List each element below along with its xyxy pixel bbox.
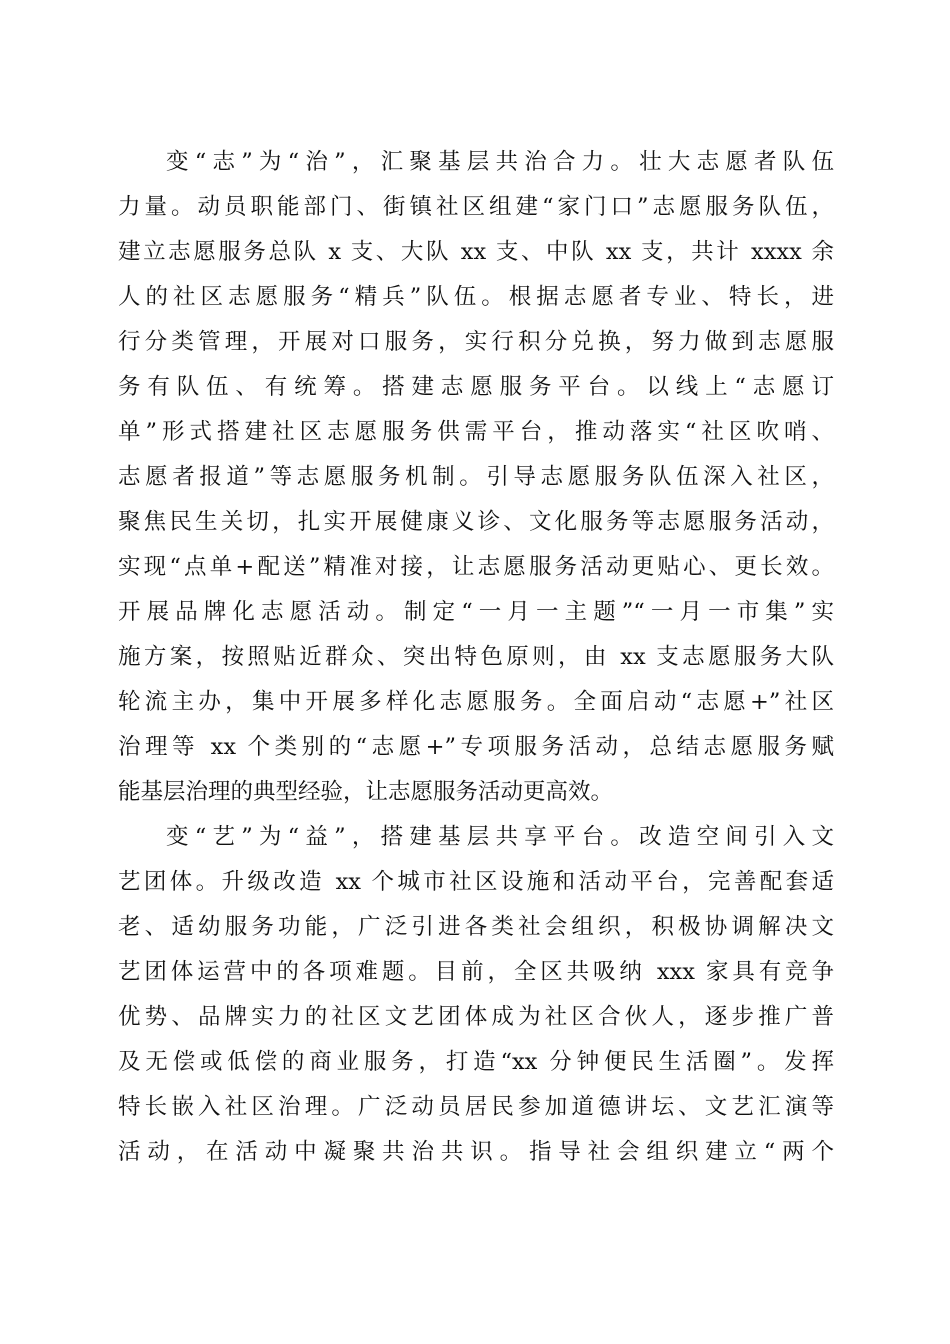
text-line: 实现“点单+配送”精准对接，让志愿服务活动更贴心、更长效。	[118, 554, 834, 580]
text-line: 聚焦民生关切，扎实开展健康义诊、文化服务等志愿服务活动，	[118, 509, 834, 535]
text-line: 特长嵌入社区治理。广泛动员居民参加道德讲坛、文艺汇演等	[118, 1094, 834, 1120]
text-line: 施方案，按照贴近群众、突出特色原则，由 xx 支志愿服务大队	[118, 644, 834, 670]
text-line: 单”形式搭建社区志愿服务供需平台，推动落实“社区吹哨、	[118, 419, 834, 445]
text-line: 务有队伍、有统筹。搭建志愿服务平台。以线上“志愿订	[118, 374, 834, 400]
text-line: 能基层治理的典型经验，让志愿服务活动更高效。	[118, 779, 614, 805]
text-line: 变“志”为“治”，汇聚基层共治合力。壮大志愿者队伍	[166, 149, 834, 175]
paragraph-volunteer	[118, 140, 834, 815]
text-line: 及无偿或低偿的商业服务，打造“xx 分钟便民生活圈”。发挥	[118, 1049, 834, 1075]
text-line: 老、适幼服务功能，广泛引进各类社会组织，积极协调解决文	[118, 914, 834, 940]
paragraph-arts	[118, 815, 834, 1175]
text-line: 艺团体运营中的各项难题。目前，全区共吸纳 xxx 家具有竞争	[118, 959, 834, 985]
text-line: 轮流主办，集中开展多样化志愿服务。全面启动“志愿+”社区	[118, 689, 834, 715]
text-line: 活动，在活动中凝聚共治共识。指导社会组织建立“两个	[118, 1139, 834, 1165]
text-line: 开展品牌化志愿活动。制定“一月一主题”“一月一市集”实	[118, 599, 834, 625]
text-line: 志愿者报道”等志愿服务机制。引导志愿服务队伍深入社区，	[118, 464, 834, 490]
text-line: 优势、品牌实力的社区文艺团体成为社区合伙人，逐步推广普	[118, 1004, 834, 1030]
text-line: 行分类管理，开展对口服务，实行积分兑换，努力做到志愿服	[118, 329, 834, 355]
text-line: 力量。动员职能部门、街镇社区组建“家门口”志愿服务队伍，	[118, 194, 834, 220]
text-line: 治理等 xx 个类别的“志愿+”专项服务活动，总结志愿服务赋	[118, 734, 834, 760]
text-line: 人的社区志愿服务“精兵”队伍。根据志愿者专业、特长，进	[118, 284, 834, 310]
text-line: 建立志愿服务总队 x 支、大队 xx 支、中队 xx 支，共计 xxxx 余	[118, 239, 834, 265]
text-line: 变“艺”为“益”，搭建基层共享平台。改造空间引入文	[166, 824, 834, 850]
text-line: 艺团体。升级改造 xx 个城市社区设施和活动平台，完善配套适	[118, 869, 834, 895]
